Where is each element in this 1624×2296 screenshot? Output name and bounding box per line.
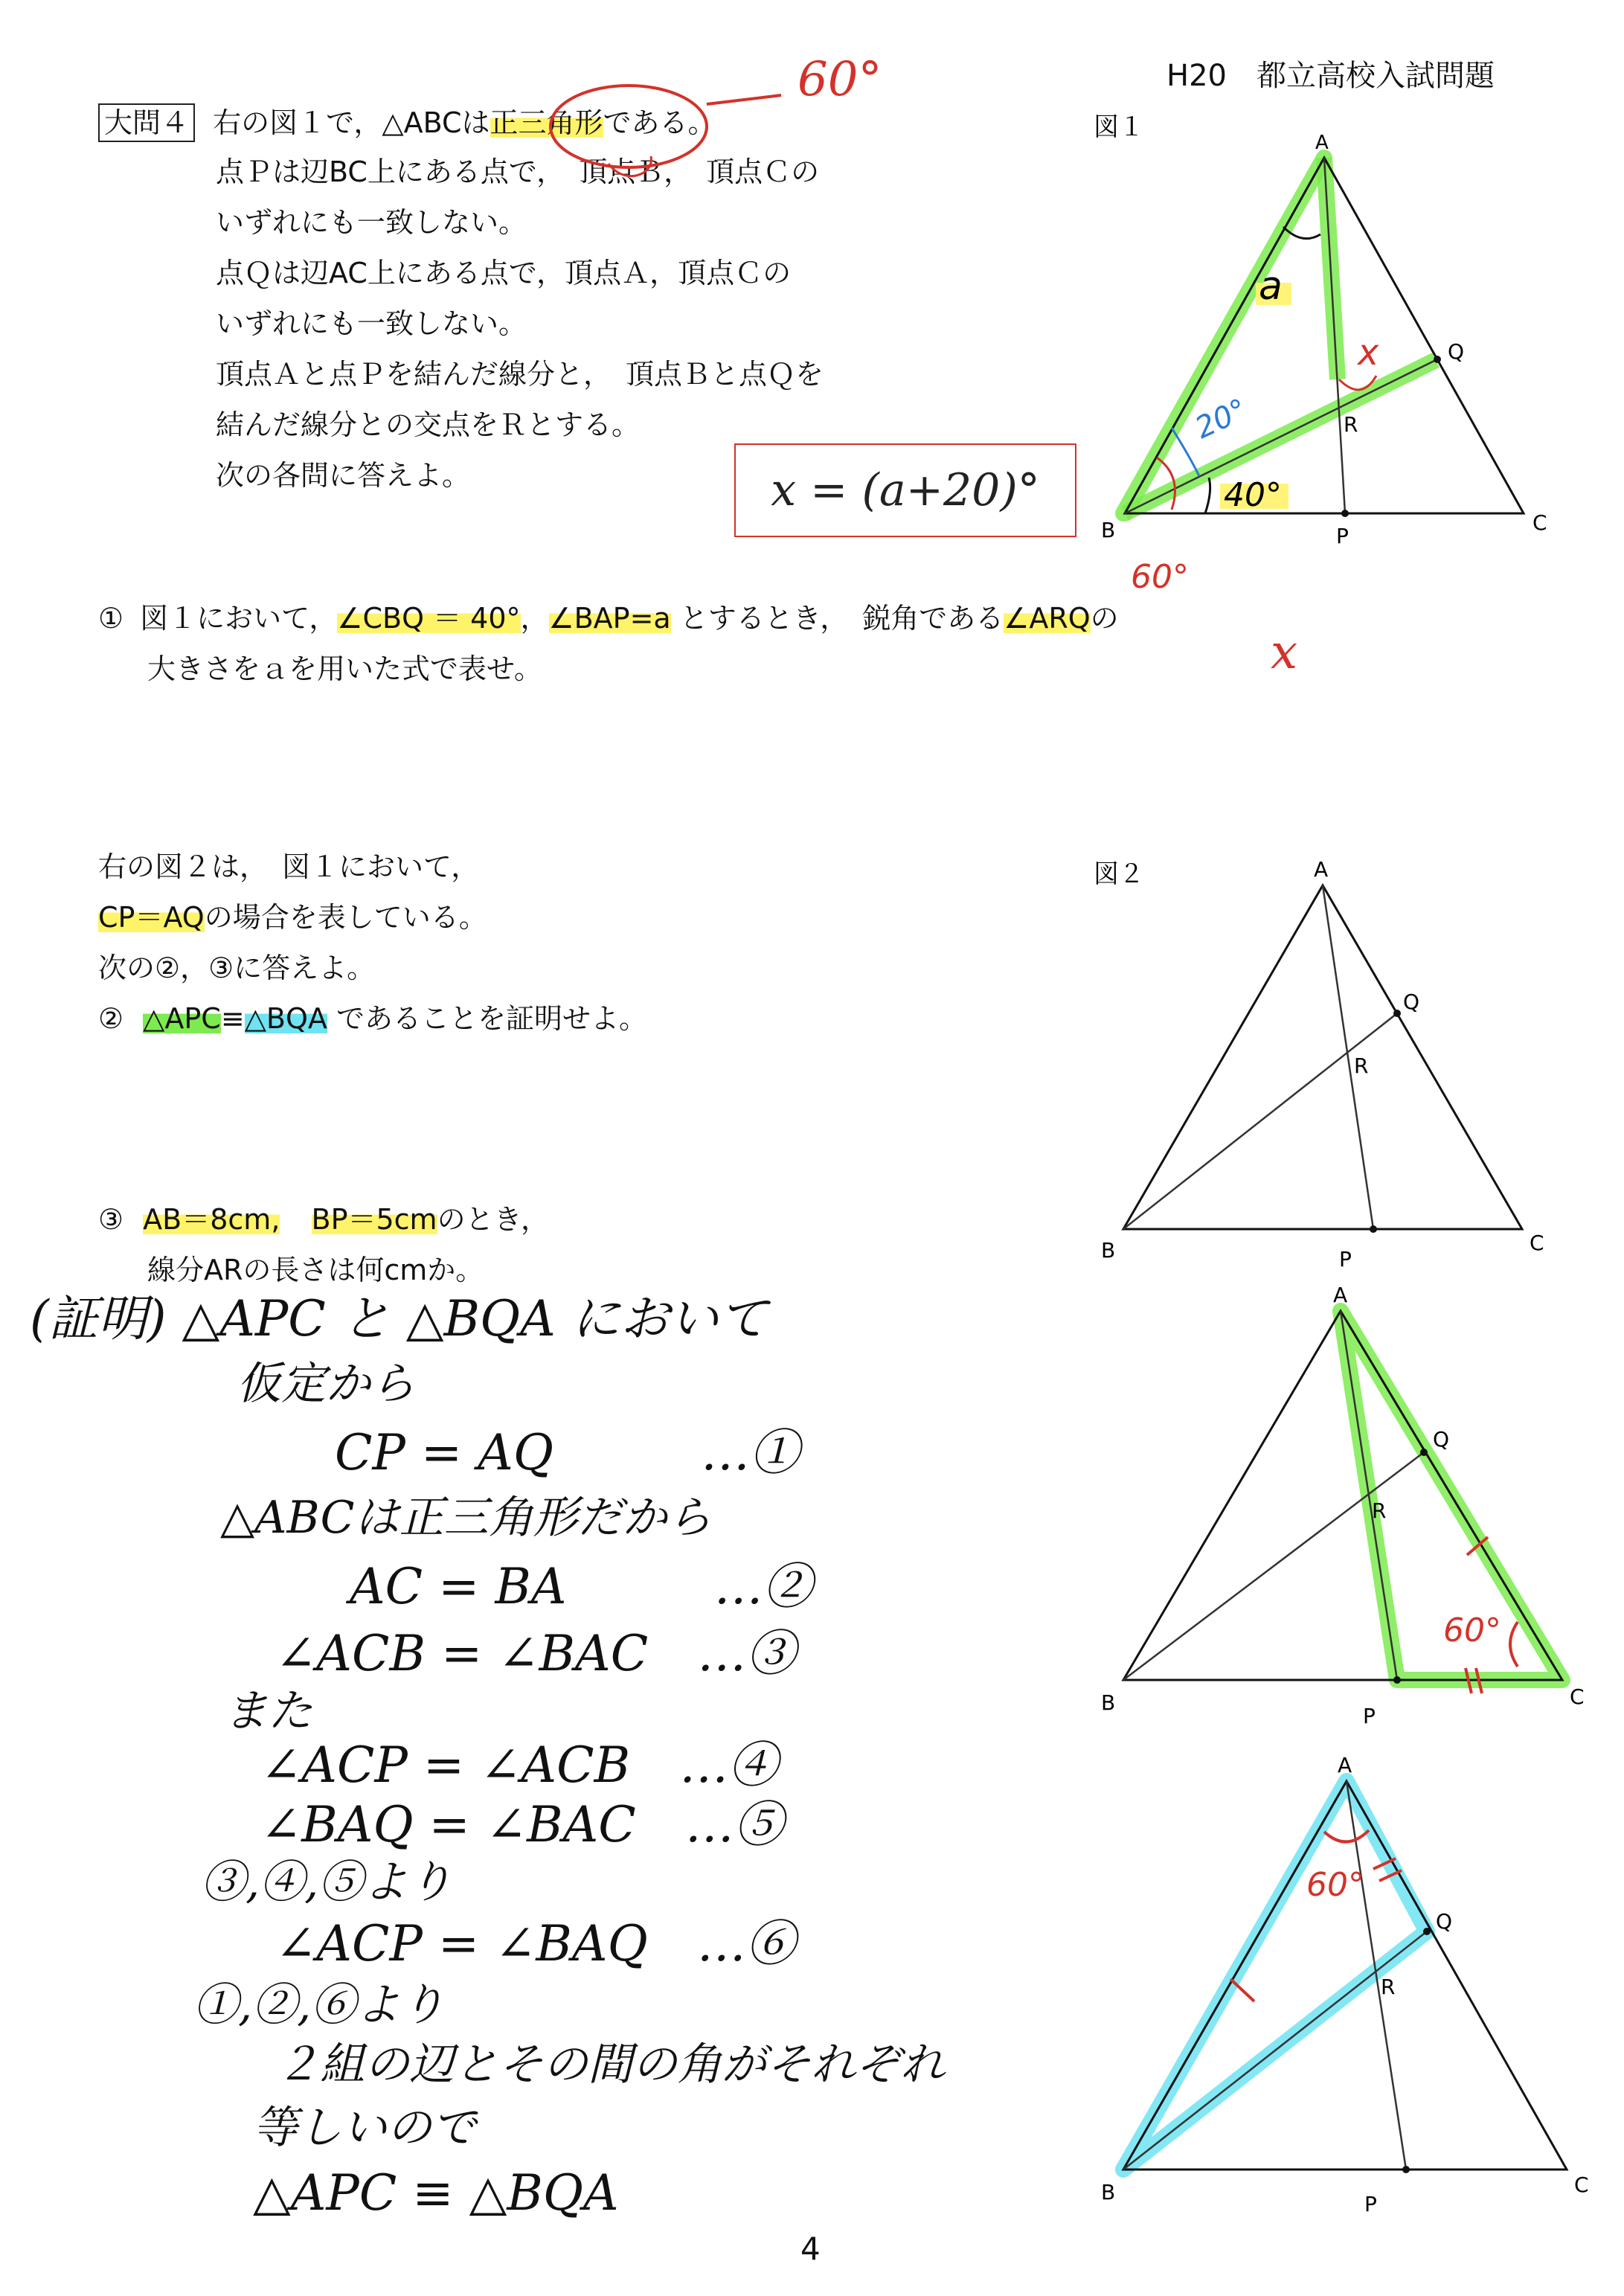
fig1-label-q: Q bbox=[1448, 339, 1465, 364]
q2-number: ② bbox=[98, 1002, 124, 1035]
fig3-label-r: R bbox=[1372, 1498, 1387, 1523]
fig2-label: 図２ bbox=[1094, 859, 1144, 889]
fig1-point-q-dot bbox=[1434, 356, 1441, 363]
fig1-label-r: R bbox=[1344, 412, 1358, 437]
fig4-label-a: A bbox=[1338, 1753, 1352, 1777]
figure-3 bbox=[1101, 1283, 1585, 1728]
problem-line-8: 次の各問に答えよ。 bbox=[216, 459, 471, 492]
q3-number: ③ bbox=[98, 1203, 124, 1236]
problem-line-1-pre: 右の図１で，△ABCは bbox=[213, 106, 490, 139]
q2-congruent: ≡ bbox=[220, 1002, 245, 1035]
red-note-x-under-arq: x bbox=[1271, 625, 1298, 680]
fig4-label-p: P bbox=[1364, 2192, 1377, 2216]
fig4-point-q-dot bbox=[1423, 1928, 1431, 1935]
fig1-label-b: B bbox=[1101, 518, 1116, 542]
fig1-note-20: 20° bbox=[1190, 392, 1253, 446]
problem-line-3: いずれにも一致しない。 bbox=[216, 206, 527, 239]
proof-line-6: ∠ACB = ∠BAC …③ bbox=[275, 1625, 796, 1682]
fig1-point-p-dot bbox=[1341, 510, 1349, 517]
proof-line-10: ③,④,⑤より bbox=[201, 1856, 453, 1908]
q3-post: のとき， bbox=[437, 1203, 550, 1236]
fig1-note-40: 40° bbox=[1224, 476, 1282, 514]
q1-line-2: 大きさをａを用いた式で表せ。 bbox=[147, 652, 542, 685]
fig3-label-p: P bbox=[1363, 1704, 1376, 1728]
fig1-note-a: a bbox=[1259, 264, 1283, 309]
q1-sep: ， bbox=[520, 602, 549, 635]
fig4-label-c: C bbox=[1574, 2172, 1589, 2197]
fig3-angle-c-arc bbox=[1510, 1622, 1518, 1667]
fig4-label-b: B bbox=[1101, 2180, 1116, 2204]
problem-label: 大問４ bbox=[98, 103, 195, 142]
page-header-title: H20 都立高校入試問題 bbox=[1166, 59, 1495, 93]
problem-line-5: いずれにも一致しない。 bbox=[216, 307, 527, 340]
q1-mid: とするとき， 鋭角である bbox=[670, 602, 1004, 635]
q1-post: の bbox=[1090, 602, 1119, 635]
highlight-bp-5: BP＝5cm bbox=[311, 1203, 437, 1236]
fig3-label-c: C bbox=[1570, 1684, 1585, 1709]
fig1-note-60: 60° bbox=[1131, 558, 1189, 596]
figure-1 bbox=[1094, 112, 1547, 596]
page-number: 4 bbox=[800, 2231, 821, 2267]
proof-line-12: ①,②,⑥より bbox=[193, 1979, 446, 2031]
fig2-point-p-dot bbox=[1370, 1225, 1377, 1233]
fig4-label-r: R bbox=[1381, 1975, 1396, 1999]
proof-line-3: CP = AQ …① bbox=[335, 1424, 799, 1481]
fig2-intro-line-3: 次の②，③に答えよ。 bbox=[98, 952, 376, 984]
answer-expression: x = (a+20)° bbox=[771, 464, 1040, 516]
proof-line-9: ∠BAQ = ∠BAC …⑤ bbox=[260, 1796, 783, 1853]
proof-line-8: ∠ACP = ∠ACB …④ bbox=[260, 1737, 778, 1794]
problem-line-2: 点Ｐは辺BC上にある点で， 頂点Ｂ， 頂点Ｃの bbox=[216, 155, 820, 188]
highlight-cbq-40: ∠CBQ ＝ 40° bbox=[337, 602, 521, 635]
fig2-label-p: P bbox=[1339, 1247, 1352, 1272]
proof-line-13: ２組の辺とその間の角がそれぞれ bbox=[275, 2039, 945, 2091]
proof-line-14: 等しいので bbox=[253, 2102, 476, 2154]
figure-4 bbox=[1101, 1753, 1589, 2216]
highlight-ab-8: AB＝8cm, bbox=[143, 1203, 280, 1236]
q2-post: であることを証明せよ。 bbox=[327, 1002, 647, 1035]
fig1-label-p: P bbox=[1336, 524, 1349, 548]
fig2-intro-line-2-post: の場合を表している。 bbox=[204, 901, 487, 934]
fig2-point-q-dot bbox=[1393, 1010, 1401, 1017]
fig3-label-q: Q bbox=[1433, 1427, 1450, 1452]
fig1-angle-20-arc bbox=[1172, 428, 1199, 476]
proof-line-4: △ABCは正三角形だから bbox=[220, 1492, 712, 1544]
fig3-label-b: B bbox=[1101, 1690, 1116, 1715]
q3-line-2: 線分ARの長さは何cmか。 bbox=[147, 1254, 484, 1286]
fig2-label-b: B bbox=[1101, 1238, 1116, 1263]
red-note-60-top: 60° bbox=[797, 52, 882, 107]
fig4-angle-a-arc bbox=[1324, 1830, 1369, 1842]
problem-line-1-post: である。 bbox=[603, 106, 716, 139]
fig3-label-a: A bbox=[1333, 1283, 1348, 1307]
fig2-segment-bq bbox=[1123, 1013, 1397, 1229]
highlight-bqa: △BQA bbox=[244, 1002, 327, 1035]
highlight-bap-a: ∠BAP=a bbox=[548, 602, 671, 635]
proof-line-11: ∠ACP = ∠BAQ …⑥ bbox=[275, 1915, 795, 1972]
proof-line-15: △APC ≡ △BQA bbox=[253, 2164, 619, 2222]
fig2-intro-line-1: 右の図２は， 図１において， bbox=[98, 850, 480, 883]
q1-pre: 図１において， bbox=[140, 602, 338, 635]
fig2-label-r: R bbox=[1354, 1054, 1369, 1078]
fig2-triangle bbox=[1123, 885, 1522, 1229]
problem-line-6: 頂点Ａと点Ｐを結んだ線分と， 頂点Ｂと点Ｑを bbox=[216, 358, 824, 391]
fig1-label: 図１ bbox=[1094, 112, 1144, 142]
q1-number: ① bbox=[98, 602, 124, 635]
proof-line-5: AC = BA …② bbox=[350, 1558, 812, 1615]
fig3-point-p-dot bbox=[1393, 1676, 1401, 1684]
fig2-label-q: Q bbox=[1403, 990, 1420, 1014]
fig3-point-q-dot bbox=[1420, 1449, 1428, 1456]
proof-line-1: (証明) △APC と △BQA において bbox=[30, 1290, 768, 1347]
fig1-label-a: A bbox=[1315, 132, 1329, 154]
proof-line-7: また bbox=[223, 1685, 312, 1737]
fig3-note-60: 60° bbox=[1443, 1612, 1501, 1649]
highlight-equilateral: 正三角形 bbox=[490, 106, 603, 139]
problem-line-7: 結んだ線分との交点をＲとする。 bbox=[216, 408, 641, 441]
proof-line-2: 仮定から bbox=[237, 1358, 415, 1410]
fig2-label-a: A bbox=[1314, 857, 1329, 882]
problem-line-4: 点Ｑは辺AC上にある点で，頂点Ａ，頂点Ｃの bbox=[216, 257, 792, 289]
highlight-arq: ∠ARQ bbox=[1004, 602, 1091, 635]
fig1-label-c: C bbox=[1532, 510, 1547, 535]
fig4-note-60: 60° bbox=[1306, 1866, 1364, 1904]
figure-2 bbox=[1094, 857, 1544, 1272]
fig1-angle-40-arc bbox=[1205, 478, 1210, 513]
fig2-label-c: C bbox=[1530, 1231, 1544, 1255]
highlight-apc: △APC bbox=[143, 1002, 221, 1035]
highlight-cp-aq: CP＝AQ bbox=[98, 901, 205, 934]
fig1-note-x: x bbox=[1358, 332, 1379, 373]
fig4-label-q: Q bbox=[1436, 1909, 1453, 1934]
fig4-point-p-dot bbox=[1402, 2166, 1410, 2173]
fig4-segment-bq bbox=[1123, 1931, 1427, 2170]
